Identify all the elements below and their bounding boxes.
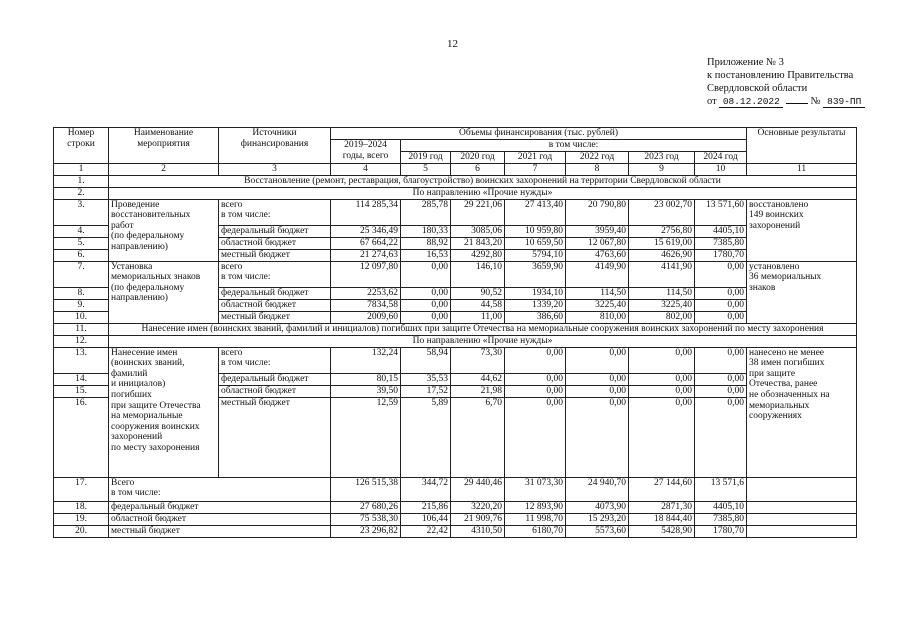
amount-cell: 344,72 [401,477,451,501]
funding-source [219,311,331,323]
amount-cell: 44,58 [451,299,505,311]
amount-cell: 27 413,40 [505,199,566,225]
amount-cell: 6,70 [451,397,505,477]
amount-cell: 0,00 [695,385,747,397]
col-num: 6 [451,164,505,176]
header-year-2021: 2021 год [505,152,566,164]
amount-cell: 0,00 [401,299,451,311]
section-title: Нанесение имен (воинских званий, фамилий и инициалов) погибших при защите Отечества на мемориальные сооружения воинских захоронений по месту захоронения [109,323,857,335]
funding-source [219,373,331,385]
activity-name-line: погибших [111,389,152,400]
annex-title: Приложение № 3 [707,57,784,68]
amount-cell: 15 293,20 [566,513,629,525]
amount-cell: 0,00 [695,373,747,385]
row-number: 3. [54,199,109,225]
amount-cell: 23 002,70 [629,199,695,225]
total-label [109,525,331,537]
table-row [54,187,857,199]
annex-line-3: Свердловской области [707,83,808,94]
funding-source-sublabel: в том числе: [221,358,271,369]
total-label [109,477,331,501]
amount-cell: 0,00 [505,373,566,385]
total-label [109,513,331,525]
amount-cell: 21 909,76 [451,513,505,525]
amount-cell: 4310,50 [451,525,505,537]
decree-date: 08.12.2022 [719,96,783,108]
header-volumes: Объемы финансирования (тыс. рублей) [331,128,747,140]
amount-cell: 12 893,90 [505,501,566,513]
amount-cell: 11 998,70 [505,513,566,525]
total-row [54,477,857,501]
row-number: 12. [54,335,109,347]
row-number: 2. [54,187,109,199]
total-label [109,501,331,513]
row-number: 7. [54,261,109,287]
result-line: нанесено не менее [749,347,825,358]
activity-name-line: по месту захоронения [111,442,200,453]
header-year-2022: 2022 год [566,152,629,164]
amount-cell: 10 959,80 [505,225,566,237]
amount-cell: 75 538,30 [331,513,401,525]
col-num: 2 [109,164,219,176]
funding-source [219,397,331,477]
funding-source [219,225,331,237]
amount-cell: 0,00 [566,373,629,385]
amount-cell: 5573,60 [566,525,629,537]
amount-cell: 10 659,50 [505,237,566,249]
col-num: 5 [401,164,451,176]
result-text [747,199,857,261]
result-line: не обозначенных на [749,389,830,400]
amount-cell: 90,52 [451,287,505,299]
funding-source [219,347,331,373]
result-line: сооружениях [749,411,802,422]
amount-cell: 7385,80 [695,513,747,525]
financing-table [53,127,857,538]
funding-source-sublabel: в том числе: [221,272,271,283]
annex-block [707,56,865,108]
amount-cell: 2009,60 [331,311,401,323]
amount-cell: 132,24 [331,347,401,373]
amount-cell: 802,00 [629,311,695,323]
amount-cell: 386,60 [505,311,566,323]
amount-cell: 114,50 [566,287,629,299]
result-text [747,261,857,323]
amount-cell: 58,94 [401,347,451,373]
amount-cell: 1339,20 [505,299,566,311]
row-number: 13. [54,347,109,373]
amount-cell: 21,98 [451,385,505,397]
annex-line-2: к постановлению Правительства [707,70,854,81]
funding-source [219,199,331,225]
amount-cell: 114 285,34 [331,199,401,225]
activity-name-line: сооружения воинских [111,421,200,432]
activity-name-line: (по федеральному [111,282,185,293]
empty-result-cell [747,525,857,537]
amount-cell: 215,86 [401,501,451,513]
amount-cell: 0,00 [566,385,629,397]
amount-cell: 29 221,06 [451,199,505,225]
funding-source-label: всего [221,199,243,210]
activity-name-line: работ [111,220,134,231]
amount-cell: 1780,70 [695,525,747,537]
amount-cell: 88,92 [401,237,451,249]
funding-source-label: всего [221,347,243,358]
amount-cell: 6180,70 [505,525,566,537]
table-row [54,323,857,335]
row-number: 15. [54,385,109,397]
funding-source [219,237,331,249]
amount-cell: 13 571,6 [695,477,747,501]
activity-name-line: на мемориальные [111,411,183,422]
row-number: 16. [54,397,109,477]
funding-source-label: местный бюджет [221,397,290,408]
section-subtitle: По направлению «Прочие нужды» [109,335,857,347]
amount-cell: 12 067,80 [566,237,629,249]
amount-cell: 0,00 [401,261,451,287]
amount-cell: 0,00 [505,347,566,373]
amount-cell: 810,00 [566,311,629,323]
amount-cell: 146,10 [451,261,505,287]
funding-source-label: федеральный бюджет [221,225,309,236]
header-sources: Источники финансирования [219,128,331,164]
amount-cell: 0,00 [695,397,747,477]
row-number: 19. [54,513,109,525]
amount-cell: 180,33 [401,225,451,237]
amount-cell: 4405,10 [695,225,747,237]
amount-cell: 20 790,80 [566,199,629,225]
amount-cell: 0,00 [695,311,747,323]
funding-source-label: местный бюджет [221,311,290,322]
activity-name-line: направлению) [111,293,168,304]
result-line: восстановлено [749,199,809,210]
header-total-period: 2019–2024 годы, всего [331,140,401,164]
row-number: 18. [54,501,109,513]
header-incl: в том числе: [401,140,747,152]
funding-source-label: областной бюджет [221,385,297,396]
amount-cell: 0,00 [695,299,747,311]
amount-cell: 13 571,60 [695,199,747,225]
amount-cell: 0,00 [401,287,451,299]
amount-cell: 0,00 [566,397,629,477]
funding-source-label: областной бюджет [221,299,297,310]
header-year-2020: 2020 год [451,152,505,164]
activity-name-line: Проведение [111,199,160,210]
amount-cell: 25 346,49 [331,225,401,237]
total-row [54,501,857,513]
table-row [54,199,857,225]
header-year-2023: 2023 год [629,152,695,164]
amount-cell: 15 619,00 [629,237,695,249]
funding-source [219,249,331,261]
num-prefix: № [810,96,821,107]
result-line: знаков [749,282,776,293]
amount-cell: 3225,40 [566,299,629,311]
total-label-text: областной бюджет [111,513,187,524]
result-line: установлено [749,261,800,272]
result-line: мемориальных [749,400,810,411]
total-label-text: местный бюджет [111,525,180,536]
funding-source-label: местный бюджет [221,249,290,260]
amount-cell: 0,00 [401,311,451,323]
header-row-number: Номер строки [54,128,109,164]
total-row [54,525,857,537]
amount-cell: 0,00 [629,373,695,385]
funding-source [219,299,331,311]
activity-name-line: Установка [111,261,153,272]
col-num: 1 [54,164,109,176]
amount-cell: 2871,30 [629,501,695,513]
col-num: 8 [566,164,629,176]
row-number: 8. [54,287,109,299]
result-line: захоронений [749,220,801,231]
amount-cell: 0,00 [629,347,695,373]
amount-cell: 2253,62 [331,287,401,299]
activity-name-line: фамилий [111,368,148,379]
row-number: 5. [54,237,109,249]
result-line: при защите [749,368,796,379]
empty-result-cell [747,501,857,513]
row-number: 9. [54,299,109,311]
amount-cell: 0,00 [629,385,695,397]
amount-cell: 3085,06 [451,225,505,237]
amount-cell: 4149,90 [566,261,629,287]
amount-cell: 7385,80 [695,237,747,249]
amount-cell: 4073,90 [566,501,629,513]
total-label-sub: в том числе: [111,488,161,499]
amount-cell: 18 844,40 [629,513,695,525]
amount-cell: 0,00 [695,287,747,299]
col-num: 10 [695,164,747,176]
amount-cell: 12 097,80 [331,261,401,287]
activity-name-line: мемориальных знаков [111,272,201,283]
activity-name-line: захоронений [111,432,163,443]
amount-cell: 4763,60 [566,249,629,261]
row-number: 14. [54,373,109,385]
funding-source-label: федеральный бюджет [221,287,309,298]
col-num: 4 [331,164,401,176]
result-text [747,347,857,477]
section-title: Восстановление (ремонт, реставрация, благоустройство) воинских захоронений на территории Свердловской области [109,175,857,187]
amount-cell: 29 440,46 [451,477,505,501]
amount-cell: 44,62 [451,373,505,385]
activity-name-line: Нанесение имен [111,347,178,358]
amount-cell: 1780,70 [695,249,747,261]
activity-name [109,261,219,323]
header-name: Наименование мероприятия [109,128,219,164]
amount-cell: 21 843,20 [451,237,505,249]
funding-source [219,287,331,299]
amount-cell: 5428,90 [629,525,695,537]
empty-result-cell [747,513,857,525]
amount-cell: 24 940,70 [566,477,629,501]
result-line: 36 мемориальных [749,272,822,283]
col-num: 11 [747,164,857,176]
table-row [54,261,857,287]
activity-name-line: направлению) [111,241,168,252]
row-number: 17. [54,477,109,501]
amount-cell: 23 296,82 [331,525,401,537]
activity-name [109,199,219,261]
amount-cell: 0,00 [695,261,747,287]
funding-source-label: федеральный бюджет [221,373,309,384]
amount-cell: 16,53 [401,249,451,261]
row-number: 1. [54,175,109,187]
decree-number: 839-ПП [823,96,865,108]
amount-cell: 4292,80 [451,249,505,261]
header-year-2024: 2024 год [695,152,747,164]
section-subtitle: По направлению «Прочие нужды» [109,187,857,199]
funding-source-sublabel: в том числе: [221,210,271,221]
activity-name-line: и инициалов) [111,379,166,390]
amount-cell: 4626,90 [629,249,695,261]
column-numbers-row [54,164,857,176]
amount-cell: 285,78 [401,199,451,225]
amount-cell: 3959,40 [566,225,629,237]
funding-source-label: областной бюджет [221,237,297,248]
empty-result-cell [747,477,857,501]
funding-source-label: всего [221,261,243,272]
amount-cell: 2756,80 [629,225,695,237]
activity-name-line: восстановительных [111,210,191,221]
header-results: Основные результаты [747,128,857,164]
amount-cell: 5,89 [401,397,451,477]
result-line: 38 имен погибших [749,358,825,369]
row-number: 4. [54,225,109,237]
date-prefix: от [707,96,717,107]
amount-cell: 31 073,30 [505,477,566,501]
row-number: 20. [54,525,109,537]
amount-cell: 67 664,22 [331,237,401,249]
result-line: Отечества, ранее [749,379,818,390]
amount-cell: 1934,10 [505,287,566,299]
page-number: 12 [447,38,458,50]
total-label-text: федеральный бюджет [111,501,199,512]
annex-date-line [707,95,865,108]
col-num: 3 [219,164,331,176]
col-num: 7 [505,164,566,176]
total-row [54,513,857,525]
amount-cell: 21 274,63 [331,249,401,261]
amount-cell: 22,42 [401,525,451,537]
amount-cell: 7834,58 [331,299,401,311]
activity-name [109,347,219,477]
amount-cell: 80,15 [331,373,401,385]
row-number: 6. [54,249,109,261]
col-num: 9 [629,164,695,176]
amount-cell: 0,00 [629,397,695,477]
amount-cell: 0,00 [695,347,747,373]
amount-cell: 5794,10 [505,249,566,261]
amount-cell: 0,00 [566,347,629,373]
activity-name-line: при защите Отечества [111,400,201,411]
amount-cell: 3225,40 [629,299,695,311]
funding-source [219,385,331,397]
amount-cell: 73,30 [451,347,505,373]
amount-cell: 106,44 [401,513,451,525]
amount-cell: 114,50 [629,287,695,299]
table-row [54,347,857,373]
header-year-2019: 2019 год [401,152,451,164]
amount-cell: 27 144,60 [629,477,695,501]
table-row [54,175,857,187]
amount-cell: 27 680,26 [331,501,401,513]
amount-cell: 0,00 [505,397,566,477]
amount-cell: 35,53 [401,373,451,385]
result-line: 149 воинских [749,210,804,221]
amount-cell: 3220,20 [451,501,505,513]
amount-cell: 4405,10 [695,501,747,513]
amount-cell: 12,59 [331,397,401,477]
amount-cell: 4141,90 [629,261,695,287]
amount-cell: 3659,90 [505,261,566,287]
amount-cell: 11,00 [451,311,505,323]
activity-name-line: (по федеральному [111,231,185,242]
total-label-text: Всего [111,477,135,488]
amount-cell: 0,00 [505,385,566,397]
amount-cell: 126 515,38 [331,477,401,501]
amount-cell: 17,52 [401,385,451,397]
table-row [54,335,857,347]
row-number: 11. [54,323,109,335]
amount-cell: 39,50 [331,385,401,397]
funding-source [219,261,331,287]
activity-name-line: (воинских званий, [111,358,185,369]
row-number: 10. [54,311,109,323]
